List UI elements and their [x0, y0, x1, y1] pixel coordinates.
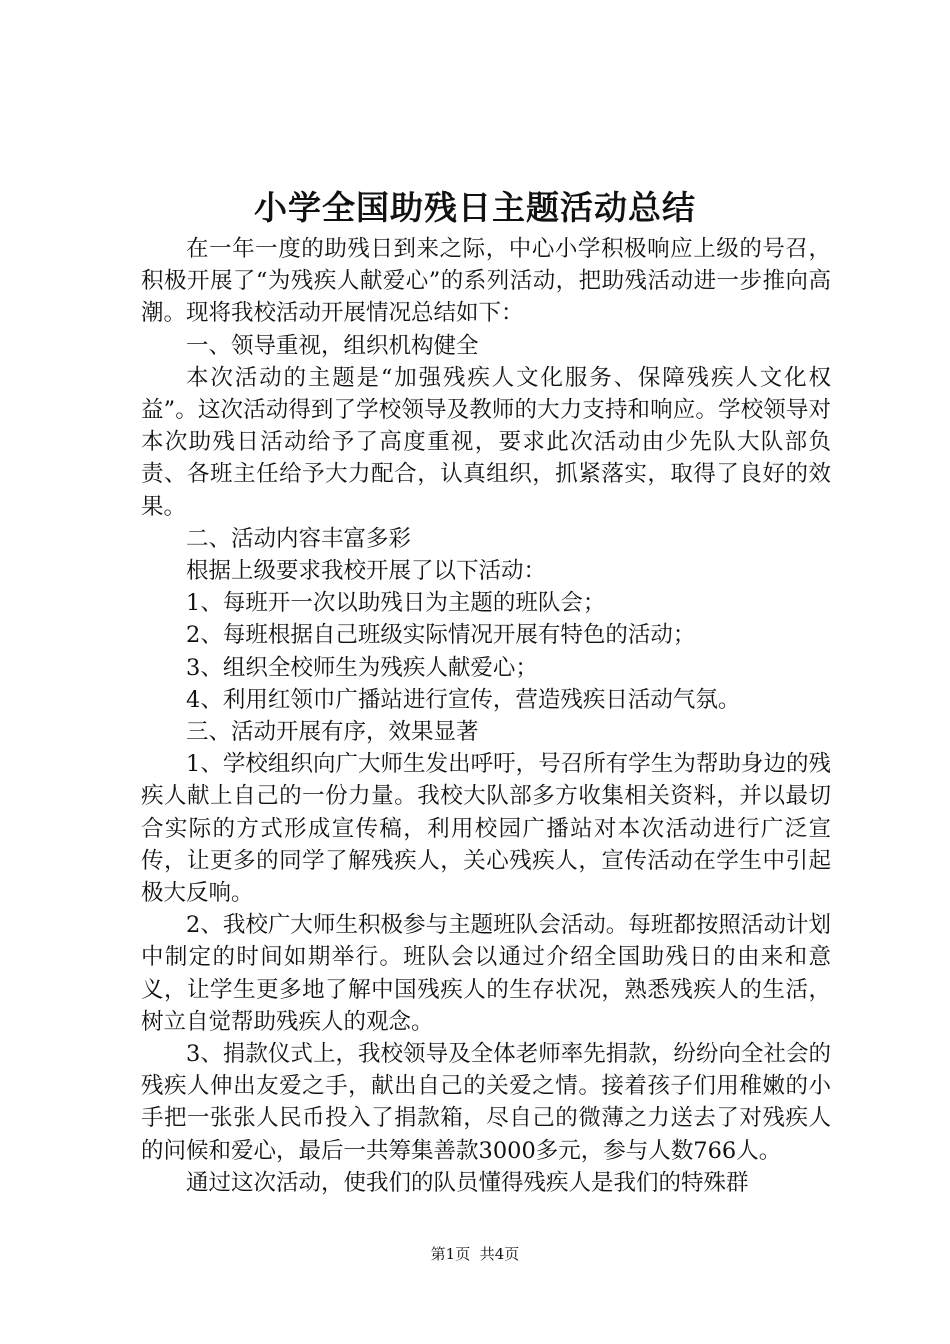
- document-title: 小学全国助残日主题活动总结: [254, 188, 696, 227]
- closing-paragraph: 通过这次活动，使我们的队员懂得残疾人是我们的特殊群: [186, 1169, 749, 1196]
- intro-paragraph: 在一年一度的助残日到来之际，中心小学积极响应上级的号召，积极开展了“为残疾人献爱心”的系列活动，把助残活动进一步推向高潮。现将我校活动开展情况总结如下：: [141, 236, 831, 327]
- page-total: 共4页: [479, 1245, 520, 1263]
- section-heading-1: 一、领导重视，组织机构健全: [186, 332, 479, 359]
- activity-item-1: 1、每班开一次以助残日为主题的班队会；: [186, 590, 606, 617]
- section-2-intro: 根据上级要求我校开展了以下活动：: [186, 558, 547, 585]
- document-body: [141, 233, 831, 1199]
- activity-item-2: 2、每班根据自己班级实际情况开展有特色的活动；: [186, 622, 696, 649]
- section-heading-2: 二、活动内容丰富多彩: [186, 525, 412, 552]
- activity-item-4: 4、利用红领巾广播站进行宣传，营造残疾日活动气氛。: [186, 686, 741, 713]
- page-footer: [0, 1244, 950, 1264]
- activity-item-3: 3、组织全校师生为残疾人献爱心；: [186, 654, 538, 681]
- section-3-item-1: 1、学校组织向广大师生发出呼吁，号召所有学生为帮助身边的残疾人献上自己的一份力量。我校大队部多方收集相关资料，并以最切合实际的方式形成宣传稿，利用校园广播站对本次活动进行广泛宣传，让更多的同学了解残疾人，关心残疾人，宣传活动在学生中引起极大反响。: [141, 751, 831, 907]
- section-3-item-2: 2、我校广大师生积极参与主题班队会活动。每班都按照活动计划中制定的时间如期举行。班队会以通过介绍全国助残日的由来和意义，让学生更多地了解中国残疾人的生存状况，熟悉残疾人的生活，树立自觉帮助残疾人的观念。: [141, 912, 831, 1035]
- section-heading-3: 三、活动开展有序，效果显著: [186, 719, 479, 746]
- section-3-item-3: 3、捐款仪式上，我校领导及全体老师率先捐款，纷纷向全社会的残疾人伸出友爱之手，献出自己的关爱之情。接着孩子们用稚嫩的小手把一张张人民币投入了捐款箱，尽自己的微薄之力送去了对残疾人的问候和爱心，最后一共筹集善款3000多元，参与人数766人。: [141, 1041, 831, 1164]
- section-1-paragraph: 本次活动的主题是“加强残疾人文化服务、保障残疾人文化权益”。这次活动得到了学校领导及教师的大力支持和响应。学校领导对本次助残日活动给予了高度重视，要求此次活动由少先队大队部负责、各班主任给予大力配合，认真组织，抓紧落实，取得了良好的效果。: [141, 364, 831, 520]
- page-number: 第1页: [430, 1245, 471, 1263]
